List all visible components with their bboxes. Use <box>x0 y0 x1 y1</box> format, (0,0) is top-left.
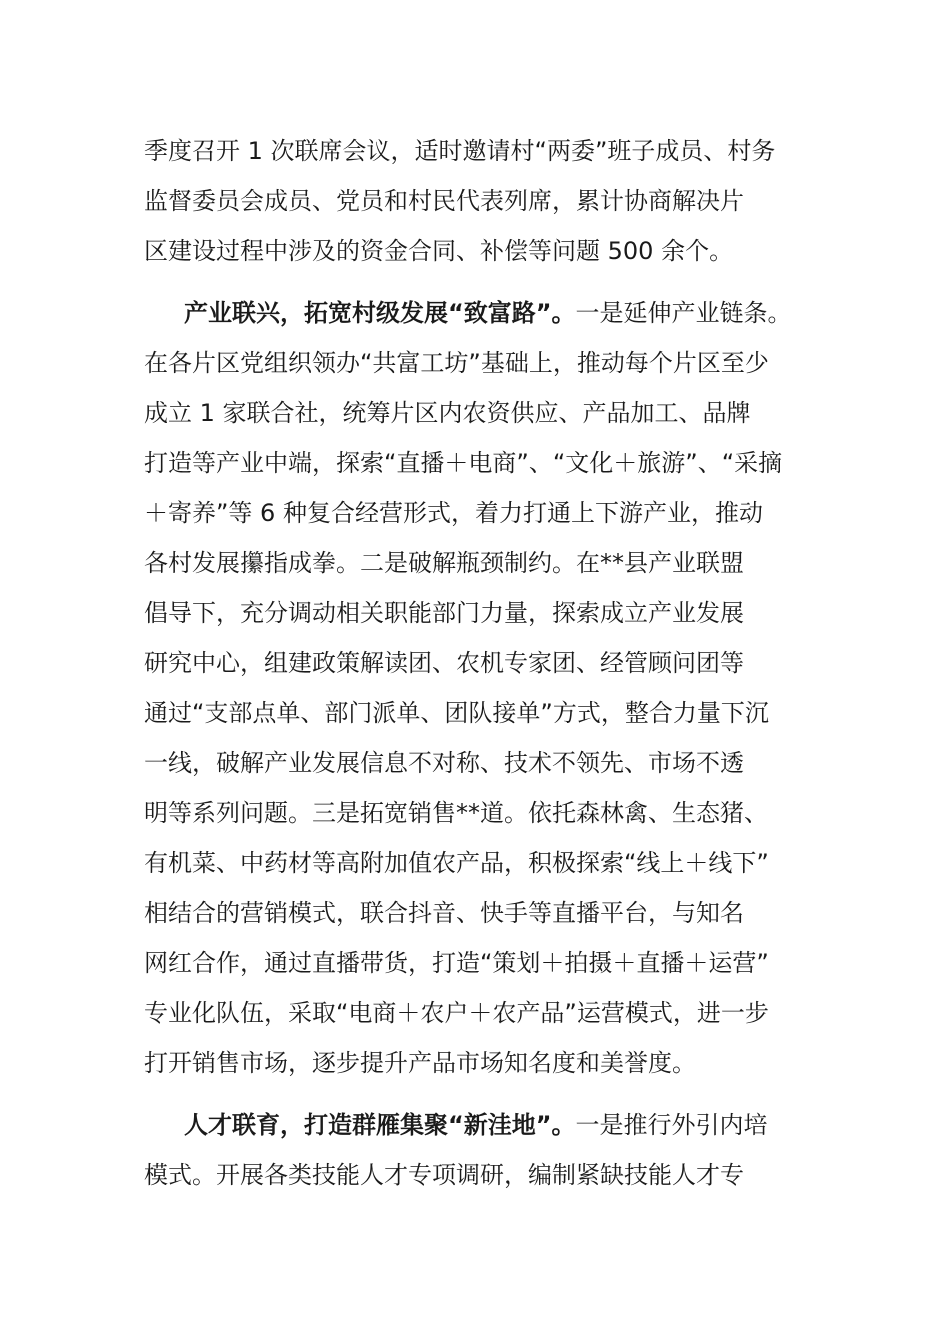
text-line: 成立 1 家联合社，统筹片区内农资供应、产品加工、品牌 <box>144 399 751 427</box>
paragraph-3-first-line-text: 一是推行外引内培 <box>575 1111 768 1139</box>
paragraph-2-first-line <box>144 288 812 338</box>
paragraph-3-heading: 人才联育，打造群雁集聚“新洼地”。 <box>184 1111 576 1139</box>
text-line: 在各片区党组织领办“共富工坊”基础上，推动每个片区至少 <box>144 349 769 377</box>
paragraph-2-first-line-text: 一是延伸产业链条。 <box>575 299 792 327</box>
text-line: 打造等产业中端，探索“直播＋电商”、“文化＋旅游”、“采摘 <box>144 449 783 477</box>
text-line: 模式。开展各类技能人才专项调研，编制紧缺技能人才专 <box>144 1161 744 1189</box>
paragraph-3-first-line <box>144 1100 812 1150</box>
paragraph-2-heading: 产业联兴，拓宽村级发展“致富路”。 <box>184 299 576 327</box>
text-line: 研究中心，组建政策解读团、农机专家团、经管顾问团等 <box>144 649 744 677</box>
text-line: 季度召开 1 次联席会议，适时邀请村“两委”班子成员、村务 <box>144 137 776 165</box>
text-line: 监督委员会成员、党员和村民代表列席，累计协商解决片 <box>144 187 744 215</box>
text-line: 网红合作，通过直播带货，打造“策划＋拍摄＋直播＋运营” <box>144 949 769 977</box>
text-line: 有机菜、中药材等高附加值农产品，积极探索“线上＋线下” <box>144 849 769 877</box>
text-line: 相结合的营销模式，联合抖音、快手等直播平台，与知名 <box>144 899 744 927</box>
paragraph-2 <box>144 288 812 1088</box>
text-line: 一线，破解产业发展信息不对称、技术不领先、市场不透 <box>144 749 744 777</box>
text-line: 区建设过程中涉及的资金合同、补偿等问题 500 余个。 <box>144 237 734 265</box>
text-line: 打开销售市场，逐步提升产品市场知名度和美誉度。 <box>144 1049 696 1077</box>
text-line: 通过“支部点单、部门派单、团队接单”方式，整合力量下沉 <box>144 699 769 727</box>
text-line: 各村发展攥指成拳。二是破解瓶颈制约。在**县产业联盟 <box>144 549 744 577</box>
text-line: 倡导下，充分调动相关职能部门力量，探索成立产业发展 <box>144 599 744 627</box>
paragraph-3 <box>144 1100 812 1200</box>
text-line: 明等系列问题。三是拓宽销售**道。依托森林禽、生态猪、 <box>144 799 768 827</box>
document-body <box>144 126 812 1200</box>
text-line: 专业化队伍，采取“电商＋农户＋农产品”运营模式，进一步 <box>144 999 769 1027</box>
text-line: ＋寄养”等 6 种复合经营形式，着力打通上下游产业，推动 <box>144 499 763 527</box>
paragraph-1 <box>144 126 812 276</box>
